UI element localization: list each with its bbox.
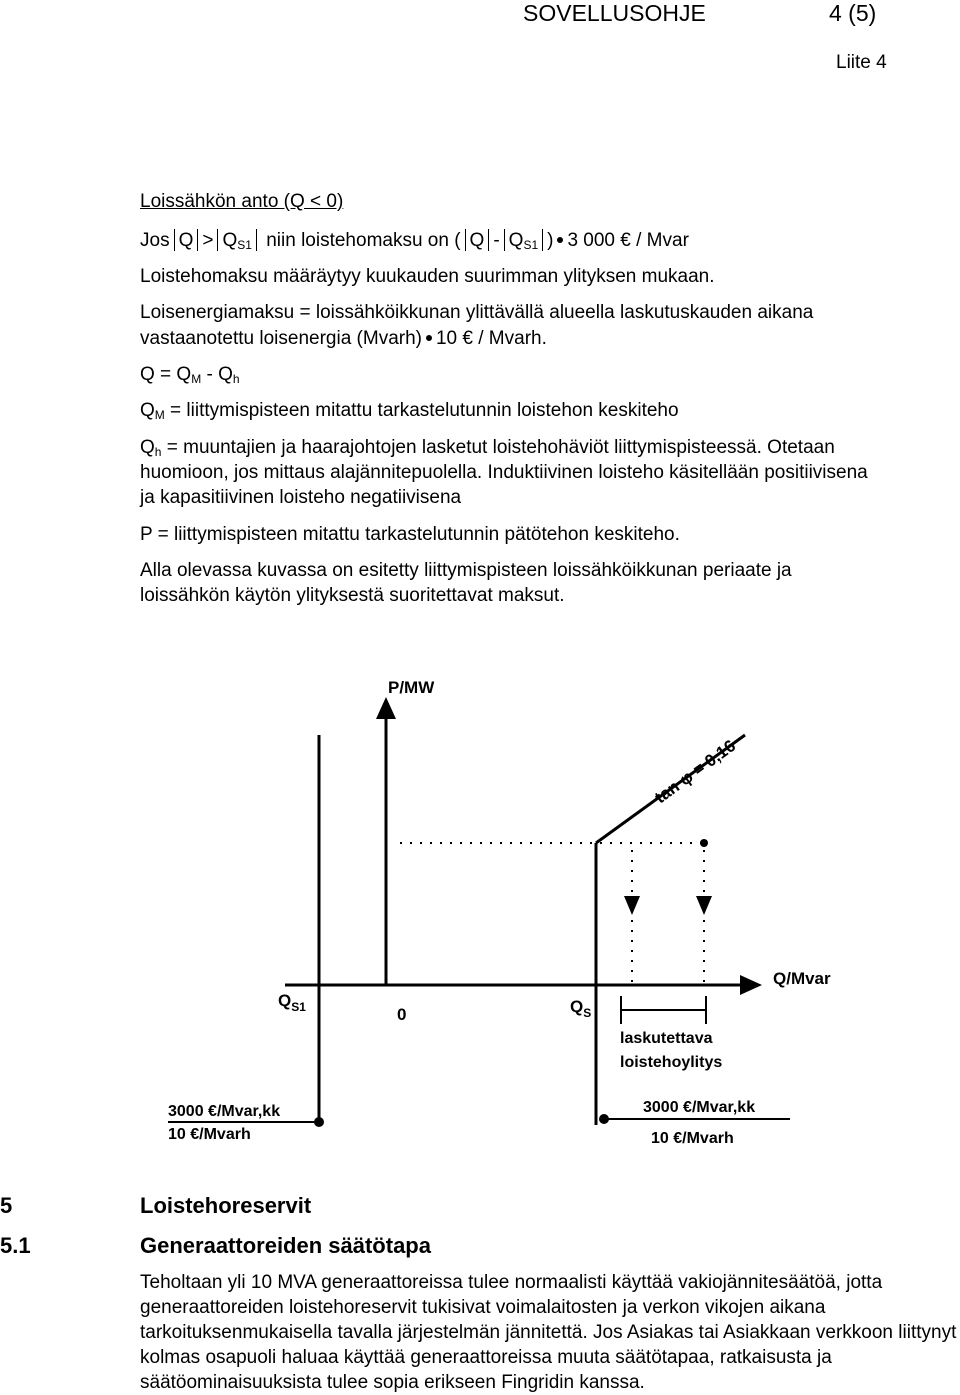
document-title: SOVELLUSOHJE	[523, 0, 706, 26]
formula-gt: >	[202, 230, 214, 251]
qh-definition	[140, 435, 835, 460]
formula-qs1b-sub: S1	[523, 238, 539, 252]
reactive-power-window-diagram	[0, 660, 960, 1160]
chapter-paragraph: Teholtaan yli 10 MVA generaattoreissa tulee normaalisti käyttää vakiojännitesäätöä, jotta generaattoreiden loistehoreservit tukisivat voimalaitosten ja verkon vikojen aikana tarkoituksenmukaisella tavalla järjestelmän jännitettä. Jos Asiakas tai Asiakkaan verkkoon liittynyt kolmas osapuoli haluaa käyttää generaattoreissa muuta säätötapaa, ratkaisusta ja säätöominaisuuksista tulee sopia erikseen Fingridin kanssa.	[140, 1272, 957, 1393]
qs-label: $Q_S$	[570, 997, 592, 1020]
energy-line-2a: vastaanotettu loisenergia (Mvarh)	[140, 328, 422, 349]
chapter-number: 5	[0, 1193, 13, 1218]
y-axis-label: P/MW	[388, 678, 435, 697]
month-line: Loistehomaksu määräytyy kuukauden suurimman ylityksen mukaan.	[140, 266, 715, 287]
overrun-label-1: laskutettava	[620, 1030, 713, 1047]
left-fee-1: 3000 €/Mvar,kk	[168, 1103, 281, 1120]
appendix-label: Liite 4	[836, 52, 887, 73]
page-number: 4 (5)	[829, 0, 877, 26]
slope-label: tan φ = 0,16	[651, 736, 740, 808]
qm-text: = liittymispisteen mitattu tarkastelutunnin loistehon keskiteho	[164, 400, 679, 421]
right-fee-point-icon	[599, 1114, 609, 1124]
overrun-formula	[140, 228, 689, 253]
eq-m-sub: M	[191, 372, 202, 386]
p-definition: P = liittymispisteen mitattu tarkastelutunnin pätötehon keskiteho.	[140, 524, 680, 545]
subchapter-title: Generaattoreiden säätötapa	[140, 1233, 431, 1258]
eq-mid: - Q	[201, 364, 233, 385]
right-fee-1: 3000 €/Mvar,kk	[643, 1099, 756, 1116]
formula-q: Q	[178, 230, 194, 251]
down-arrow-icon	[624, 896, 640, 915]
y-axis-arrow-icon	[376, 697, 396, 719]
measurement-point-icon	[700, 839, 708, 847]
figure-intro-2: loissähkön käytön ylityksestä suoritettavat maksut.	[140, 585, 565, 606]
multiply-dot-icon	[557, 237, 563, 243]
multiply-dot-icon	[426, 335, 432, 341]
figure-intro-1: Alla olevassa kuvassa on esitetty liittymispisteen loissähköikkunan periaate ja	[140, 560, 792, 581]
qh-sub: h	[154, 445, 162, 459]
formula-qs1-sub: S1	[237, 238, 252, 252]
chapter-title: Loistehoreservit	[140, 1193, 312, 1218]
q-equation	[140, 362, 240, 387]
qh-text: = muuntajien ja haarajohtojen lasketut loistehohäviöt liittymispisteessä. Otetaan	[161, 437, 835, 458]
section-heading: Loissähkön anto (Q < 0)	[140, 191, 344, 212]
formula-niin: niin loistehomaksu on (	[266, 230, 461, 251]
qh-base: Q	[140, 437, 155, 458]
energy-line-2b: 10 € / Mvarh.	[435, 328, 547, 349]
qm-sub: M	[154, 408, 165, 422]
eq-q: Q = Q	[140, 364, 192, 385]
formula-minus: -	[493, 230, 500, 251]
eq-h-sub: h	[232, 372, 240, 386]
down-arrow-icon	[696, 896, 712, 915]
formula-amount: 3 000 € / Mvar	[567, 230, 689, 251]
subchapter-number: 5.1	[0, 1233, 31, 1258]
left-fee-2: 10 €/Mvarh	[168, 1126, 251, 1143]
formula-close: )	[547, 230, 554, 251]
left-fee-point-icon	[314, 1117, 324, 1127]
qm-definition	[140, 398, 679, 423]
overrun-label-2: loistehoylitys	[620, 1054, 723, 1071]
x-axis-label: Q/Mvar	[773, 969, 831, 988]
qs1-label: $Q_{S1}$	[278, 991, 306, 1014]
formula-jos: Jos	[140, 230, 170, 251]
energy-line-1: Loisenergiamaksu = loissähköikkunan ylittävällä alueella laskutuskauden aikana	[140, 302, 814, 323]
formula-qs1b: Q	[508, 230, 524, 251]
energy-line-2	[140, 326, 547, 351]
zero-label: 0	[397, 1005, 407, 1024]
formula-qs1: Q	[222, 230, 238, 251]
formula-q2: Q	[469, 230, 485, 251]
qh-definition-2: huomioon, jos mittaus alajännitepuolella. Induktiivinen loisteho käsitellään positiivisena	[140, 462, 868, 483]
x-axis-arrow-icon	[740, 975, 762, 995]
qh-definition-3: ja kapasitiivinen loisteho negatiivisena	[140, 487, 462, 508]
qm-base: Q	[140, 400, 155, 421]
right-fee-2: 10 €/Mvarh	[651, 1130, 734, 1147]
